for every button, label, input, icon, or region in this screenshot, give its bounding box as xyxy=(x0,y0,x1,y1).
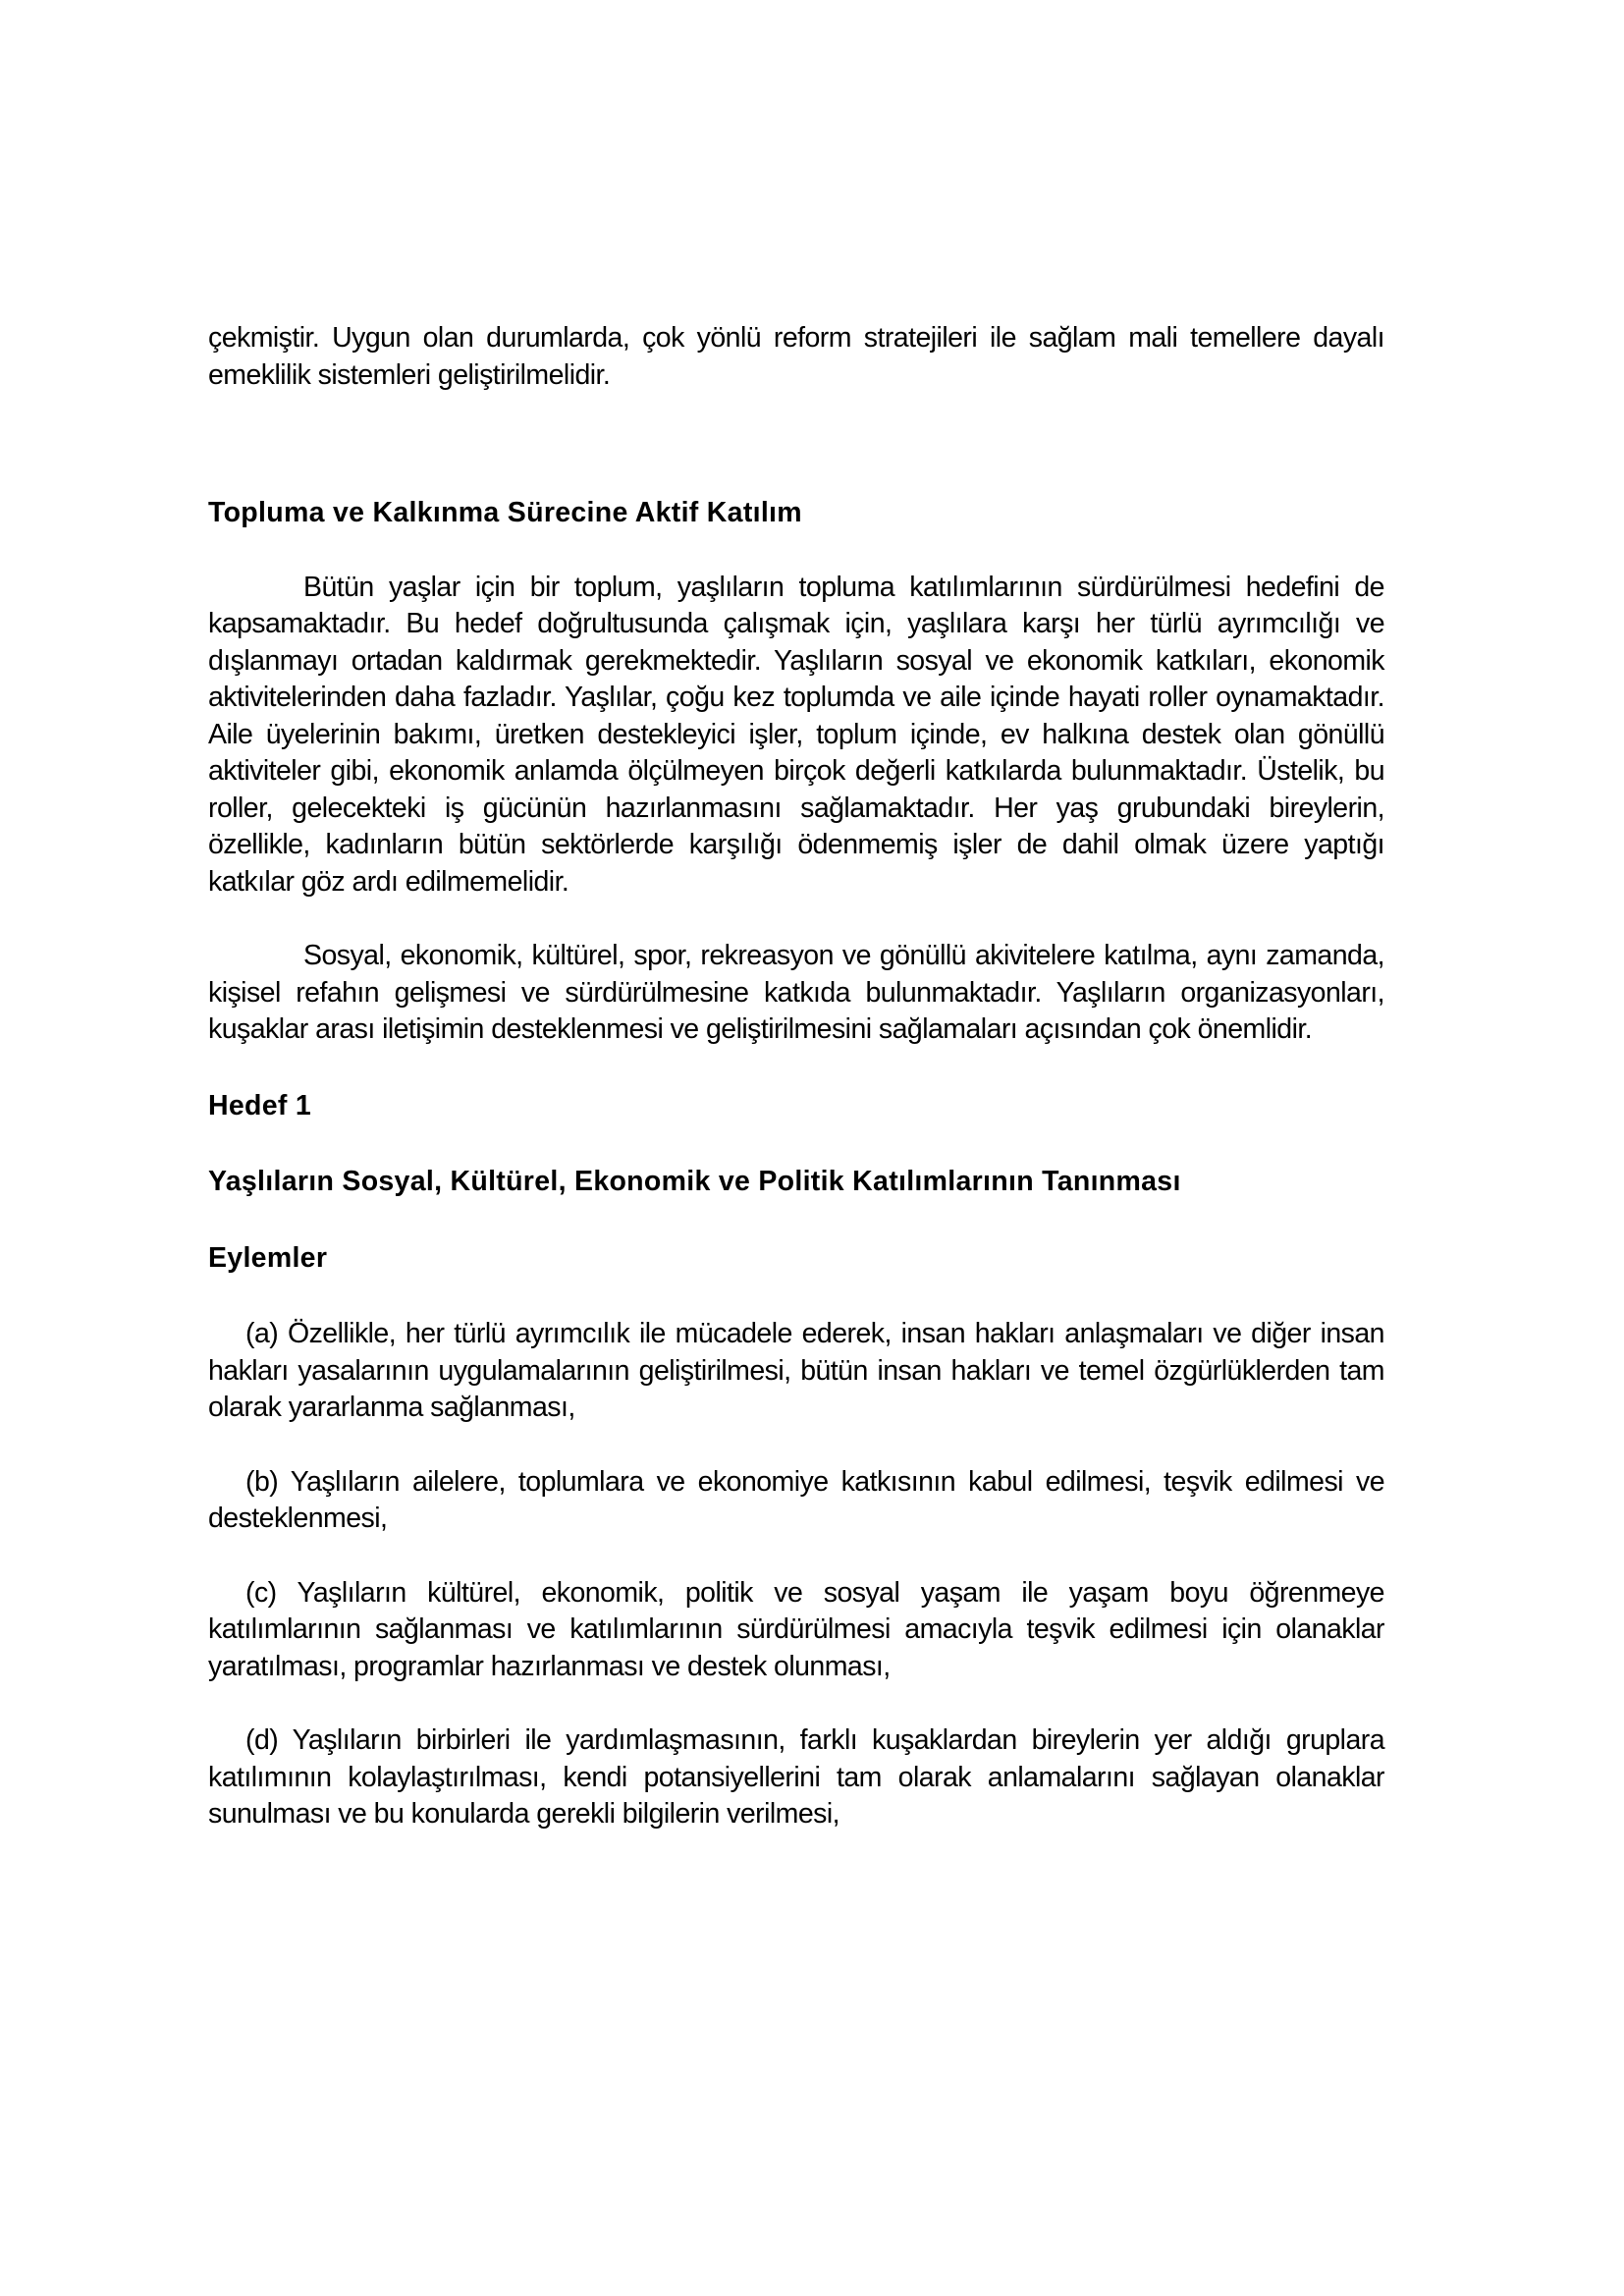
action-item-c: (c) Yaşlıların kültürel, ekonomik, politik ve sosyal yaşam ile yaşam boyu öğrenmeye katılımlarının sağlanması ve katılımlarının sürdürülmesi amacıyla teşvik edilmesi için olanaklar yaratılması, programlar hazırlanması ve destek olunması, xyxy=(208,1576,1384,1682)
intro-paragraph: çekmiştir. Uygun olan durumlarda, çok yönlü reform stratejileri ile sağlam mali temellere dayalı emeklilik sistemleri geliştirilmelidir. xyxy=(208,322,1384,391)
goal-title: Yaşlıların Sosyal, Kültürel, Ekonomik ve Politik Katılımlarının Tanınması xyxy=(208,1166,1181,1197)
spacer xyxy=(208,1685,1384,1722)
spacer xyxy=(208,532,1384,570)
spacer xyxy=(208,1201,1384,1240)
body-paragraph: Sosyal, ekonomik, kültürel, spor, rekreasyon ve gönüllü akivitelere katılma, aynı zamanda, kişisel refahın gelişmesi ve sürdürülmesine katkıda bulunmaktadır. Yaşlıların organizasyonları, kuşaklar arası iletişimin desteklenmesi ve geliştirilmesini sağlamaları açısından çok önemlidir. xyxy=(208,940,1384,1045)
body-paragraph: Bütün yaşlar için bir toplum, yaşlıların topluma katılımlarının sürdürülmesi hedefini de kapsamaktadır. Bu hedef doğrultusunda çalışmak için, yaşlılara karşı her türlü ayrımcılığı ve dışlanmayı ortadan kaldırmak gerekmektedir. Yaşlıların sosyal ve ekonomik katkıları, ekonomik aktivitelerinden daha fazladır. Yaşlılar, çoğu kez toplumda ve aile içinde hayati roller oynamaktadır. Aile üyelerinin bakımı, üretken destekleyici işler, toplum içinde, ev halkına destek olan gönüllü aktiviteler gibi, ekonomik anlamda ölçülmeyen birçok değerli katkılarda bulunmaktadır. Üstelik, bu roller, gelecekteki iş gücünün hazırlanmasını sağlamaktadır. Her yaş grubundaki bireylerin, özellikle, kadınların bütün sektörlerde karşılığı ödenmemiş işler de dahil olmak üzere yaptığı katkılar göz ardı edilmemelidir. xyxy=(208,571,1384,898)
section-title: Topluma ve Kalkınma Sürecine Aktif Katılım xyxy=(208,497,802,528)
document-page xyxy=(208,320,1384,1833)
spacer xyxy=(208,901,1384,938)
action-item-d: (d) Yaşlıların birbirleri ile yardımlaşmasının, farklı kuşaklardan bireylerin yer aldığı gruplara katılımının kolaylaştırılması, kendi potansiyellerini tam olarak anlamalarını sağlayan olanaklar sunulması ve bu konularda gerekli bilgilerin verilmesi, xyxy=(208,1724,1384,1830)
action-item-b: (b) Yaşlıların ailelere, toplumlara ve ekonomiye katkısının kabul edilmesi, teşvik edilmesi ve desteklenmesi, xyxy=(208,1465,1384,1534)
spacer xyxy=(208,1124,1384,1164)
actions-label: Eylemler xyxy=(208,1241,328,1274)
spacer xyxy=(208,1049,1384,1088)
spacer xyxy=(208,1538,1384,1575)
action-item-a: (a) Özellikle, her türlü ayrımcılık ile mücadele ederek, insan hakları anlaşmaları ve diğer insan hakları yasalarının uygulamalarının geliştirilmesi, bütün insan hakları ve temel özgürlüklerden tam olarak yararlanma sağlanması, xyxy=(208,1318,1384,1423)
spacer xyxy=(208,1277,1384,1316)
goal-label: Hedef 1 xyxy=(208,1089,312,1121)
spacer xyxy=(208,1427,1384,1464)
spacer xyxy=(208,394,1384,495)
